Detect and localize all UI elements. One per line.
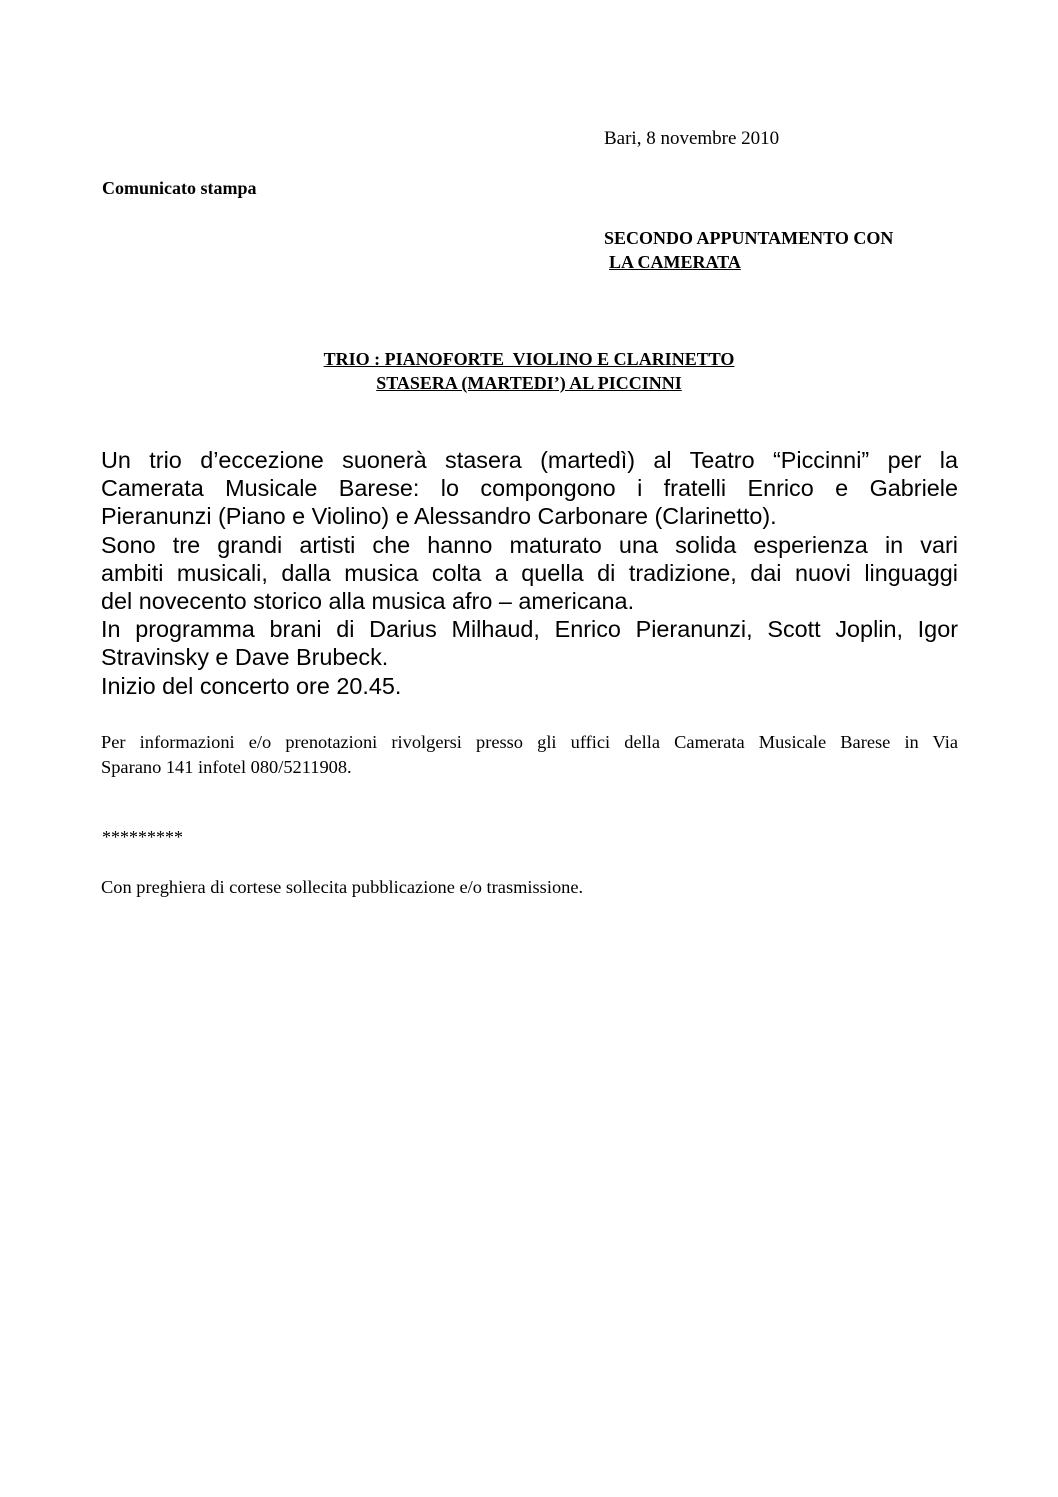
- contact-line: Sparano 141 infotel 080/5211908.: [101, 756, 352, 777]
- body-line: Camerata Musicale Barese: lo compongono i fratelli Enrico e Gabriele: [101, 475, 958, 502]
- body-line: Inizio del concerto ore 20.45.: [101, 672, 402, 699]
- body-line: Pieranunzi (Piano e Violino) e Alessandro Carbonare (Clarinetto).: [101, 503, 777, 530]
- header-line-1: SECONDO APPUNTAMENTO CON: [604, 228, 894, 248]
- header-line-2: LA CAMERATA: [609, 252, 741, 272]
- body-line: Sono tre grandi artisti che hanno maturato una solida esperienza in vari: [101, 531, 958, 558]
- closing-note: Con preghiera di cortese sollecita pubblicazione e/o trasmissione.: [101, 877, 584, 897]
- body-line: Stravinsky e Dave Brubeck.: [101, 644, 389, 671]
- title-line-2: STASERA (MARTEDI’) AL PICCINNI: [376, 373, 682, 393]
- title-line-1: [0, 347, 1058, 371]
- contact-info: [101, 730, 958, 779]
- body-line: In programma brani di Darius Milhaud, Enrico Pieranunzi, Scott Joplin, Igor: [101, 616, 958, 643]
- contact-line: Per informazioni e/o prenotazioni rivolgersi presso gli uffici della Camerata Musicale Barese in Via: [101, 732, 958, 752]
- body-line: Un trio d’eccezione suonerà stasera (martedì) al Teatro “Piccinni” per la: [101, 447, 958, 473]
- separator: *********: [102, 827, 183, 847]
- document-date: Bari, 8 novembre 2010: [604, 128, 780, 149]
- document-label: Comunicato stampa: [102, 178, 257, 198]
- title-line-1-text: TRIO : PIANOFORTE VIOLINO E CLARINETTO: [323, 349, 735, 369]
- body-line: ambiti musicali, dalla musica colta a quella di tradizione, dai nuovi linguaggi: [101, 559, 958, 586]
- body-paragraphs: [101, 446, 958, 700]
- body-line: del novecento storico alla musica afro – americana.: [101, 588, 635, 615]
